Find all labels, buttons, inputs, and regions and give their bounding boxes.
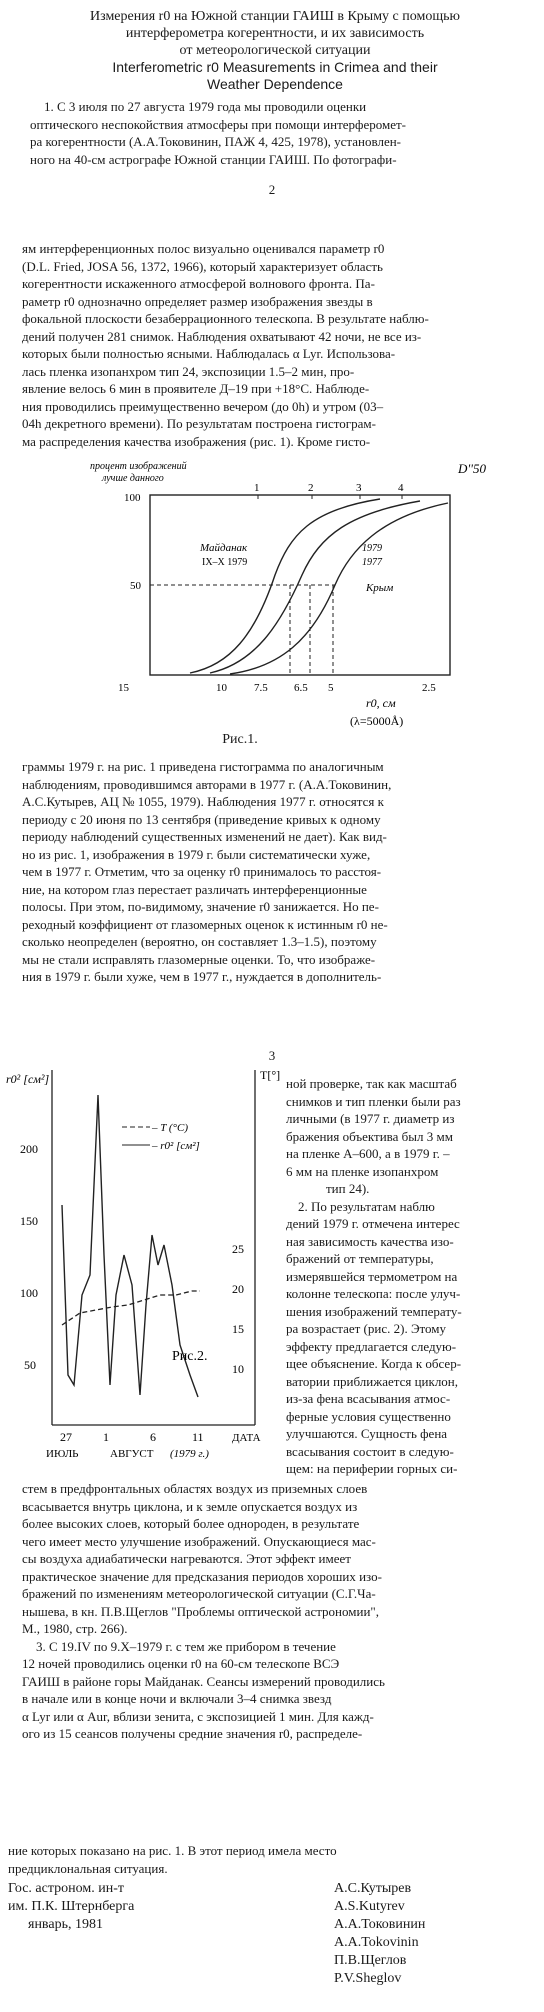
fig1-ylabel-1: процент изображений [90, 461, 187, 472]
title-ru-line-2: интерферометра когерентности, и их зависимость [125, 26, 425, 41]
page3-full-width [22, 1480, 524, 1743]
text-line: предциклональная ситуация. [8, 1860, 168, 1876]
text-line: нышева, в кн. П.В.Щеглов "Проблемы оптической астрономии", [22, 1603, 379, 1619]
fig1-label-maidanak: Майданак [200, 542, 248, 554]
fig2-x-tick: 11 [192, 1430, 204, 1444]
text-line: М., 1980, стр. 266). [22, 1621, 128, 1636]
text-line: из-за фена всасывания атмос- [286, 1391, 451, 1406]
text-line: 2. По результатам наблю [298, 1198, 435, 1214]
text-line: А.С.Кутырев, АЦ № 1055, 1979). Наблюдения 1977 г. относятся к [22, 794, 384, 809]
text-line: ого из 15 сеансов получены средние значения r0, распределе- [22, 1726, 363, 1741]
text-line: 3. С 19.IV по 9.X–1979 г. с тем же прибором в течение [36, 1638, 336, 1654]
text-line: 12 ночей проводились оценки r0 на 60-см телескопе ВСЭ [22, 1656, 340, 1671]
fig2-right-tick: 25 [232, 1242, 244, 1256]
fig1-label-1977: 1977 [362, 557, 382, 568]
author: A.A.Tokovinin [334, 1935, 419, 1950]
text-line: 04h декретного времени). По результатам построена гистограм- [22, 416, 376, 431]
fig1-top-tick: 4 [398, 482, 404, 494]
series-temperature [62, 1291, 200, 1325]
fig1-y-tick-50: 50 [130, 580, 141, 592]
fig2-legend-r: – r0² [см²] [152, 1140, 200, 1152]
fig2-legend-T: – T (°С) [152, 1122, 188, 1134]
text-line: но из рис. 1, изображения в 1979 г. были систематически хуже, [22, 846, 371, 862]
text-line: ра возрастает (рис. 2). Этому [286, 1321, 447, 1336]
figure-2-chart [0, 1055, 300, 1475]
fig1-label-maidanak-period: IX–X 1979 [202, 557, 248, 568]
fig1-x-tick: 7.5 [254, 682, 268, 694]
text-line: лась пленка изопанхром тип 24, экспозиции 1.5–2 мин, про- [22, 363, 355, 379]
fig2-month-aug: АВГУСТ [110, 1448, 154, 1460]
fig2-month-jul: ИЮЛЬ [46, 1448, 79, 1460]
text-line: ГАИШ в районе горы Майданак. Сеансы измерений проводились [22, 1673, 385, 1689]
fig2-ylabel-left: r0² [см²] [6, 1072, 50, 1086]
author: A.S.Kutyrev [334, 1899, 405, 1914]
page4-paragraph [8, 1842, 524, 1877]
fig1-y-tick-100: 100 [124, 492, 141, 504]
fig1-xlabel: r0, см [366, 696, 396, 710]
fig2-x-tick: 1 [103, 1430, 109, 1444]
page3-right-column [286, 1075, 526, 1478]
text-line: в начале или в конце ночи и включали 3–4 снимка звезд [22, 1691, 332, 1706]
text-line: бражения объектива был 3 мм [286, 1128, 453, 1144]
text-line: щее объяснение. Когда к обсер- [286, 1356, 462, 1371]
curve-maidanak [190, 499, 380, 673]
text-line: (D.L. Fried, JOSA 56, 1372, 1966), который характеризует область [22, 258, 383, 274]
fig1-ylabel-2: лучше данного [102, 473, 164, 484]
author: А.А.Токовинин [334, 1917, 426, 1932]
figure-1-chart [50, 455, 510, 755]
author: А.С.Кутырев [334, 1881, 412, 1896]
figure-1-caption: Рис.1. [222, 732, 258, 747]
text-line: ние, на котором глаз перестает различать интерференционные [22, 881, 367, 897]
text-line: тип 24). [326, 1181, 370, 1196]
text-line: ния проводились преимущественно вечером (до 0h) и утром (03– [22, 398, 384, 414]
page-number-3: 3 [268, 1048, 276, 1063]
title-en-line-2: Weather Dependence [207, 76, 343, 92]
text-line: бражений от температуры, [286, 1251, 434, 1266]
fig1-xlabel-sub: (λ=5000Å) [350, 714, 404, 728]
text-line: оптического неспокойствия атмосферы при помощи интерферомет- [30, 116, 406, 132]
text-line: всасывания состоит в следую- [286, 1443, 454, 1459]
text-line: когерентности искаженного атмосферой волнового фронта. Па- [22, 276, 375, 291]
text-line: ния в 1979 г. были хуже, чем в 1977 г., нуждается в дополнитель- [22, 969, 382, 984]
text-line: периоду наблюдений существенных изменений не дает). Как вид- [22, 829, 387, 844]
page1-paragraph [30, 98, 520, 168]
title-ru-line-3: от метеорологической ситуации [179, 43, 371, 58]
fig1-x-tick: 10 [216, 682, 227, 694]
author: P.V.Sheglov [334, 1971, 402, 1986]
text-line: на пленке А–600, а в 1979 г. – [286, 1146, 450, 1161]
fig1-x-tick: 6.5 [294, 682, 308, 694]
fig2-x-tick: 27 [60, 1430, 72, 1444]
fig1-top-tick: 1 [254, 482, 260, 494]
authors-block [334, 1880, 534, 1988]
text-line: практическое значение для предсказания периодов хороших изо- [22, 1568, 382, 1584]
fig2-left-tick: 150 [20, 1214, 38, 1228]
fig1-top-tick: 3 [356, 482, 362, 494]
text-line: фокальной плоскости безаберрационного телескопа. В результате наблю- [22, 311, 429, 326]
affiliation-block [8, 1880, 248, 1934]
text-line: наблюдениям, проводившимся авторами в 1977 г. (А.А.Токовинин, [22, 776, 392, 792]
author: П.В.Щеглов [334, 1953, 407, 1968]
fig2-left-tick: 50 [24, 1358, 36, 1372]
text-line: снимков и тип пленки были раз [286, 1093, 461, 1109]
text-line: явление велось 6 мин в проявителе Д–19 при +18°С. Наблюде- [22, 381, 370, 396]
text-line: колонне телескопа: после улуч- [286, 1286, 461, 1301]
document-title [30, 8, 520, 93]
text-line: стем в предфронтальных областях воздух из приземных слоев [22, 1481, 368, 1496]
affiliation-line-1: Гос. астроном. ин-т [8, 1881, 124, 1896]
text-line: периоду с 20 июня по 13 сентября (приведение кривых к одному [22, 811, 381, 827]
fig2-right-tick: 10 [232, 1362, 244, 1376]
fig2-date-label: ДАТА [232, 1432, 261, 1444]
text-line: раметр r0 однозначно определяет размер изображения звезды в [22, 293, 373, 309]
text-line: которых были полностью ясными. Наблюдалась α Lyr. Использова- [22, 346, 396, 361]
text-line: α Lyr или α Aur, вблизи зенита, с экспозицией 1 мин. Для кажд- [22, 1708, 374, 1724]
text-line: ной проверке, так как масштаб [286, 1076, 457, 1091]
text-line: шения изображений температу- [286, 1303, 462, 1319]
text-line: ям интерференционных полос визуально оценивался параметр r0 [22, 241, 385, 256]
text-line: ние которых показано на рис. 1. В этот период имела место [8, 1843, 337, 1858]
text-line: реходный коэффициент от глазомерных оценок к истинным r0 не- [22, 916, 388, 932]
text-line: ватории приближается циклон, [286, 1373, 459, 1389]
text-line: мы не стали исправлять глазомерные оценки. То, что изображе- [22, 951, 376, 967]
text-line: сколько неопределен (вероятно, он составляет 1.3–1.5), поэтому [22, 934, 377, 949]
fig2-left-tick: 100 [20, 1286, 38, 1300]
page-number-2: 2 [268, 182, 276, 197]
text-line: ра когерентности (А.А.Токовинин, ПАЖ 4, 425, 1978), установлен- [30, 134, 401, 149]
title-ru-line-1: Измерения r0 на Южной станции ГАИШ в Крыму с помощью [90, 9, 460, 24]
date: январь, 1981 [28, 1917, 103, 1932]
fig1-x-tick: 5 [328, 682, 334, 694]
fig1-top-tick: 2 [308, 482, 314, 494]
fig2-year: (1979 г.) [170, 1448, 209, 1460]
page2-paragraph [22, 240, 522, 450]
fig2-left-tick: 200 [20, 1142, 38, 1156]
text-line: более высоких слоев, который более однороден, в результате [22, 1516, 360, 1531]
text-line: всасывается внутрь циклона, и к земле опускается воздух из [22, 1498, 358, 1514]
fig1-label-1979: 1979 [362, 543, 382, 554]
text-line: полосы. При этом, по-видимому, значение r0 занижается. Но пе- [22, 899, 379, 914]
text-line: чем в 1977 г. Отметим, что за оценку r0 принималось то расстоя- [22, 864, 382, 879]
text-line: ферные условия существенно [286, 1408, 451, 1424]
text-line: чего имеет место улучшение изображений. Опускающиеся мас- [22, 1533, 376, 1549]
fig2-caption: Рис.2. [172, 1349, 208, 1364]
text-line: 1. С 3 июля по 27 августа 1979 года мы проводили оценки [44, 99, 367, 114]
fig1-x-tick: 15 [118, 682, 129, 694]
text-line: ного на 40-см астрографе Южной станции ГАИШ. По фотографи- [30, 151, 397, 167]
fig2-right-tick: 15 [232, 1322, 244, 1336]
text-line: сы воздуха адиабатически нагреваются. Этот эффект имеет [22, 1551, 351, 1566]
text-line: улучшаются. Сущность фена [286, 1426, 448, 1441]
text-line: 6 мм на пленке изопанхром [286, 1163, 439, 1179]
text-line: ная зависимость качества изо- [286, 1233, 454, 1249]
affiliation-line-2: им. П.К. Штернберга [8, 1899, 135, 1914]
fig2-right-tick: 20 [232, 1282, 244, 1296]
text-line: дений 1979 г. отмечена интерес [286, 1216, 460, 1231]
text-line: щем: на периферии горных си- [286, 1461, 458, 1476]
fig1-label-crimea: Крым [366, 582, 394, 594]
fig1-top-label: D''50 [458, 461, 486, 476]
text-line: ма распределения качества изображения (рис. 1). Кроме гисто- [22, 433, 371, 449]
text-line: бражений по изменениям метеорологической ситуации (С.Г.Ча- [22, 1586, 376, 1601]
text-line: личными (в 1977 г. диаметр из [286, 1111, 455, 1126]
page2-continuation [22, 758, 522, 986]
text-line: измерявшейся термометром на [286, 1268, 458, 1284]
text-line: эффекту предлагается следую- [286, 1338, 457, 1354]
fig2-ylabel-right: T[°] [260, 1068, 281, 1082]
title-en-line-1: Interferometric r0 Measurements in Crimea and their [112, 59, 438, 75]
text-line: дений получен 281 снимок. Наблюдения охватывают 42 ночи, не все из- [22, 328, 422, 344]
text-line: граммы 1979 г. на рис. 1 приведена гистограмма по аналогичным [22, 759, 384, 774]
fig2-x-tick: 6 [150, 1430, 156, 1444]
fig1-x-tick: 2.5 [422, 682, 436, 694]
